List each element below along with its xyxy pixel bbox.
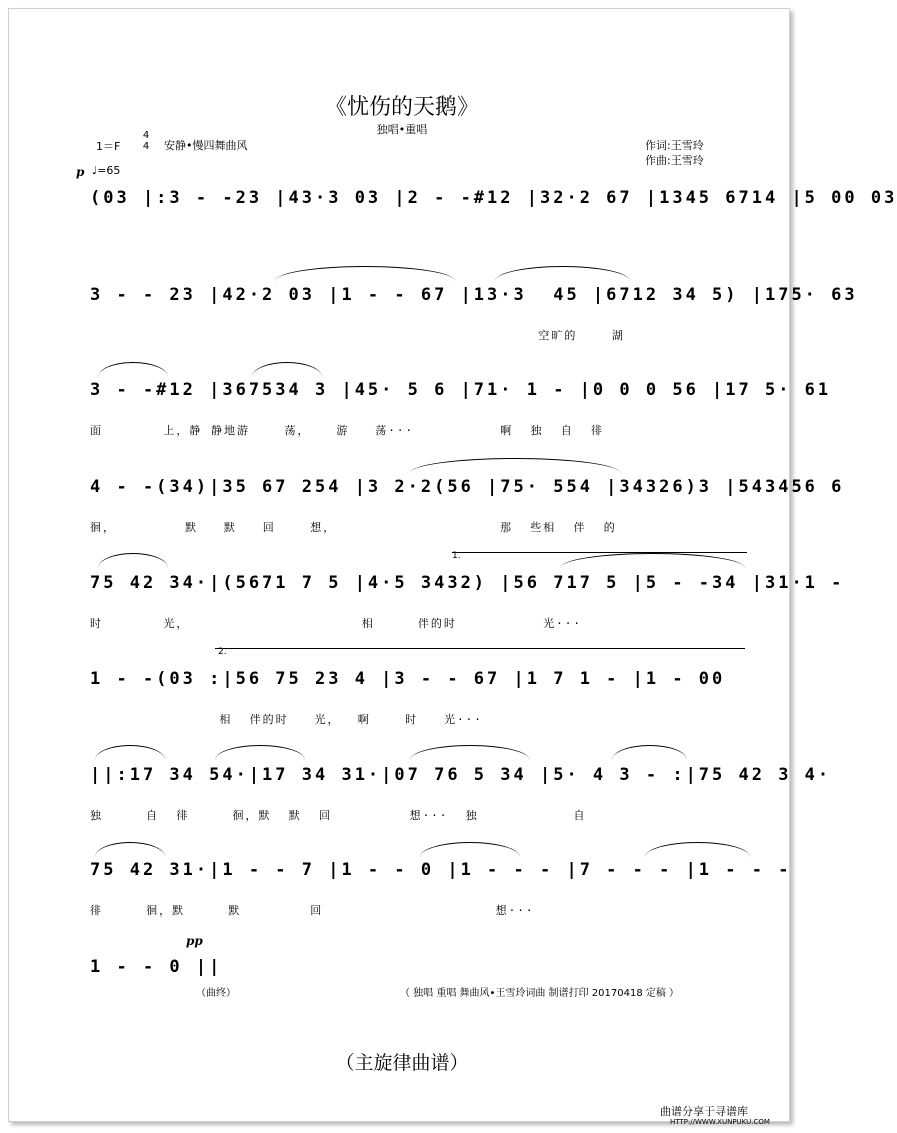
lyrics-row-5: 时 光， 相 伴的时 光··· [90,617,583,630]
lyrics-row-3: 面 上，静 静地游 荡， 游 荡··· 啊 独 自 徘 [90,424,605,437]
song-subtitle: 独唱•重唱 [376,123,428,136]
lyrics-row-6: 相 伴的时 光， 啊 时 光··· [90,713,483,726]
footer-caption: （主旋律曲谱） [335,1052,469,1074]
key-signature: 1＝F [96,140,121,153]
tempo-marking: ♩=65 [92,164,121,177]
notes-row-9: 1 - - 0 || [90,957,223,977]
end-note: （ 独唱 重唱 舞曲风•王雪玲词曲 制谱打印 20170418 定稿 ） [400,988,680,999]
volta-2-label: 2. [218,647,227,657]
time-signature [141,130,151,152]
notes-row-6: 1 - -(03 :|56 75 23 4 |3 - - 67 |1 7 1 - |1 - 00 [90,669,726,689]
lyrics-row-7: 独 自 徘 徊，默 默 回 想··· 独 自 [90,809,587,822]
composer-credit: 作曲:王雪玲 [645,154,704,167]
notes-row-5: 75 42 34·|(5671 7 5 |4·5 3432) |56 717 5 |5 - -34 |31·1 - [90,573,845,593]
notes-row-1: (03 |:3 - -23 |43·3 03 |2 - -#12 |32·2 67 |1345 6714 |5 00 03 [90,188,897,208]
volta-1-label: 1. [452,551,461,561]
notes-row-7: ||:17 34 54·|17 34 31·|07 76 5 34 |5· 4 3 - :|75 42 3 4· [90,765,832,785]
volta-2-line [215,648,745,649]
time-sig-bottom: 4 [142,141,150,152]
song-title: 《忧伤的天鹅》 [324,95,479,120]
watermark-url: HTTP://WWW.XUNPUKU.COM [670,1118,770,1126]
time-sig-top: 4 [142,130,150,141]
dynamic-start: p [76,165,85,179]
volta-1-line [452,552,747,553]
notes-row-8: 75 42 31·|1 - - 7 |1 - - 0 |1 - - - |7 - - - |1 - - - [90,860,792,880]
watermark-text: 曲谱分享于寻谱库 [660,1105,748,1118]
notes-row-3: 3 - -#12 |367534 3 |45· 5 6 |71· 1 - |0 0 0 56 |17 5· 61 [90,380,832,400]
notes-row-4: 4 - -(34)|35 67 254 |3 2·2(56 |75· 554 |34326)3 |543456 6 [90,477,845,497]
notes-row-2: 3 - - 23 |42·2 03 |1 - - 67 |13·3 45 |6712 34 5) |175· 63 [90,285,858,305]
lyrics-row-2: 空旷的 湖 [90,329,625,342]
lyrics-row-4: 徊， 默 默 回 想， 那 些相 伴 的 [90,521,617,534]
lyrics-row-8: 徘 徊，默 默 回 想··· [90,904,535,917]
style-marking: 安静•慢四舞曲风 [164,139,248,152]
lyricist-credit: 作词:王雪玲 [645,139,704,152]
dynamic-end: pp [186,934,203,948]
end-label: （曲终） [196,988,236,999]
